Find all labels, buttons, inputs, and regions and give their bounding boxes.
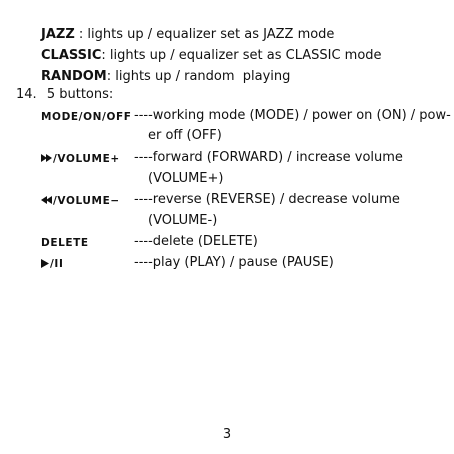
mode-separator: : [74,27,88,42]
button-label-mode-on-off [41,111,132,123]
mode-description: lights up / random playing [115,69,291,84]
button-description-mode-line-2: er off (OFF) [148,128,222,143]
mode-line-random [41,69,290,85]
mode-separator: : [101,48,110,63]
mode-separator: : [106,69,116,84]
button-description-forward-line-2: (VOLUME+) [148,171,224,186]
button-label-text: /VOLUME+ [53,153,120,165]
page-number: 3 [222,427,232,442]
play-pause-icon [41,259,50,268]
button-description-mode-line-1: ----working mode (MODE) / power on (ON) / pow- [134,108,451,123]
mode-line-jazz [41,27,334,43]
button-label-play-pause [41,258,63,270]
button-label-text: MODE/ON/OFF [41,111,132,123]
mode-line-classic [41,48,382,64]
mode-description: lights up / equalizer set as CLASSIC mode [109,48,382,63]
button-description-reverse-line-1: ----reverse (REVERSE) / decrease volume [134,192,400,207]
button-description-forward-line-1: ----forward (FORWARD) / increase volume [134,150,403,165]
button-description-play-pause: ----play (PLAY) / pause (PAUSE) [134,255,334,270]
mode-name: RANDOM [41,69,107,84]
button-description-reverse-line-2: (VOLUME-) [148,213,218,228]
button-label-delete [41,237,89,249]
section-heading [16,87,113,103]
rewind-icon [41,196,53,204]
button-label-volume-down [41,195,120,207]
button-label-text: /II [50,258,64,270]
button-label-text: /VOLUME− [53,195,120,207]
fast-forward-icon [41,154,53,162]
button-label-text: DELETE [41,237,89,249]
mode-name: JAZZ [41,27,75,42]
mode-name: CLASSIC [41,48,102,63]
section-title: 5 buttons: [46,87,114,102]
button-description-delete: ----delete (DELETE) [134,234,258,249]
mode-description: lights up / equalizer set as JAZZ mode [87,27,335,42]
section-number: 14. [16,87,37,102]
button-label-volume-up [41,153,120,165]
